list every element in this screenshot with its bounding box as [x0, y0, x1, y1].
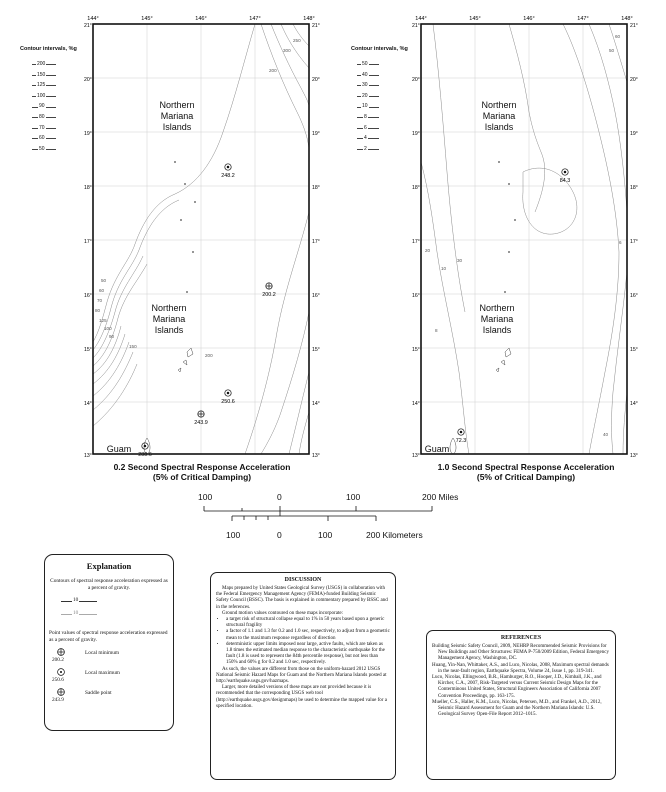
- contour-sample-light: [45, 608, 173, 620]
- scale-bar: [190, 492, 480, 544]
- contour-label: 6: [619, 240, 622, 245]
- guam-label: Guam: [106, 444, 132, 454]
- guam-label: Guam: [424, 444, 450, 454]
- left-contour-list: [20, 59, 82, 154]
- region-label-north: Mariana: [160, 111, 194, 121]
- lat-tick: 16°: [630, 293, 638, 299]
- point-value: 84.3: [559, 178, 571, 184]
- left-map-caption: [92, 462, 312, 482]
- local-minimum-value: 200.2: [52, 657, 64, 664]
- region-label-south: Northern: [479, 303, 515, 313]
- lat-tick: 18°: [412, 185, 420, 191]
- contour-value: 20: [361, 91, 369, 102]
- map-grid: [421, 24, 627, 454]
- scale-km-label: 100: [226, 530, 241, 540]
- local-minimum-label: Local minimum: [85, 650, 119, 657]
- discussion-bullet: • deterministic upper limits imposed near large, active faults, which are taken as 1.8 times the estimated median response to the characteristic earthquake for the fault (1.8 is used to represent the 84th percentile response), but not less than 150% and 60% g for 0.2 and 1.0 sec, respectively.: [226, 642, 390, 667]
- contour-label: 150: [129, 344, 137, 349]
- lat-tick: 17°: [630, 239, 638, 245]
- contour-label: 200: [205, 353, 213, 358]
- saddle-point-value: 243.9: [52, 697, 64, 704]
- lat-tick: 16°: [412, 293, 420, 299]
- point-value: 288.6: [138, 452, 152, 458]
- lon-tick: 146°: [195, 16, 207, 22]
- lat-tick: 15°: [84, 347, 92, 353]
- lat-tick: 17°: [412, 239, 420, 245]
- left-contour-row: [20, 80, 82, 91]
- left-contour-row: [20, 101, 82, 112]
- contour-label: 30: [457, 258, 463, 263]
- region-label-south: Islands: [482, 325, 512, 335]
- local-maximum-value: 250.6: [52, 677, 64, 684]
- local-maximum-label: Local maximum: [85, 670, 120, 677]
- lat-tick: 15°: [312, 347, 320, 353]
- left-contour-row: [20, 123, 82, 134]
- lat-tick: 14°: [84, 401, 92, 407]
- left-caption-line1: 0.2 Second Spectral Response Acceleration: [113, 462, 291, 472]
- lat-tick: 20°: [412, 77, 420, 83]
- lat-tick: 17°: [312, 239, 320, 245]
- legend-local-minimum: [45, 647, 173, 665]
- discussion-list: [216, 617, 390, 667]
- right-map-caption: [418, 462, 634, 482]
- contour-value: 60: [38, 133, 46, 144]
- lon-tick: 147°: [249, 16, 261, 22]
- map-frame: [421, 24, 627, 454]
- contour-lines: [421, 24, 627, 454]
- contour-label: 50: [101, 278, 107, 283]
- right-contour-legend: [351, 46, 413, 154]
- point-symbols: [458, 169, 568, 435]
- local-maximum-icon: [56, 667, 66, 677]
- lat-tick: 21°: [412, 23, 420, 29]
- lat-tick: 13°: [312, 453, 320, 459]
- right-contour-row: [351, 144, 413, 155]
- lon-tick: 145°: [141, 16, 153, 22]
- lat-tick: 16°: [312, 293, 320, 299]
- region-label-north: Northern: [481, 100, 517, 110]
- discussion-bullet: • a target risk of structural collapse equal to 1% in 50 years based upon a generic structural fragility: [226, 617, 390, 629]
- lon-tick: 144°: [87, 16, 99, 22]
- right-caption-line1: 1.0 Second Spectral Response Acceleration: [437, 462, 615, 472]
- scale-miles-label: 200 Miles: [422, 492, 459, 502]
- point-value: 248.2: [221, 173, 235, 179]
- map-grid: [93, 24, 309, 454]
- lat-tick: 14°: [630, 401, 638, 407]
- scale-miles-label: 100: [346, 492, 361, 502]
- lat-tick: 21°: [84, 23, 92, 29]
- lat-tick: 20°: [84, 77, 92, 83]
- contour-label: 80: [95, 308, 101, 313]
- contour-value: 8: [363, 112, 368, 123]
- contour-value: 2: [363, 144, 368, 155]
- contour-sample-value: 10: [73, 597, 79, 604]
- contour-label: 70: [97, 298, 103, 303]
- contour-sample-value: 10: [73, 610, 79, 617]
- contour-label: 50: [609, 48, 615, 53]
- saddle-point-label: Saddle point: [85, 690, 112, 697]
- region-label-south: Mariana: [480, 314, 514, 324]
- lon-tick: 146°: [523, 16, 535, 22]
- right-hazard-map: [413, 12, 651, 464]
- contour-label: 125: [99, 318, 107, 323]
- lat-tick: 19°: [312, 131, 320, 137]
- lat-tick: 18°: [312, 185, 320, 191]
- point-value: 250.6: [221, 399, 235, 405]
- saddle-point-icon: [56, 687, 66, 697]
- lon-tick: 148°: [621, 16, 633, 22]
- contour-value: 50: [38, 144, 46, 155]
- lat-tick: 13°: [412, 453, 420, 459]
- right-contour-row: [351, 91, 413, 102]
- contour-value: 70: [38, 123, 46, 134]
- scale-miles-label: 0: [277, 492, 282, 502]
- point-value: 72.3: [455, 438, 467, 444]
- lon-tick: 144°: [415, 16, 427, 22]
- discussion-paragraph: Maps prepared by United States Geological Survey (USGS) in collaboration with the Federal Emergency Management Agency (FEMA)-funded Building Seismic Safety Council (BSSC). The basis is explained in commentary prepared by BSSC and in the references.: [216, 586, 388, 610]
- lat-tick: 16°: [84, 293, 92, 299]
- lat-tick: 15°: [412, 347, 420, 353]
- right-contour-row: [351, 59, 413, 70]
- contours-text: Contours of spectral response acceleration expressed as a percent of gravity.: [50, 578, 168, 591]
- references-title: REFERENCES: [500, 635, 542, 641]
- explanation-title: Explanation: [86, 561, 132, 571]
- discussion-paragraph: Larger, more detailed versions of these maps are not provided because it is recommended that the corresponding USGS web tool (http://earthquake.usgs.gov/designmaps) be used to determine the mapped value for a specified location.: [216, 685, 387, 709]
- lat-tick: 14°: [412, 401, 420, 407]
- contour-sample-dark: [45, 594, 173, 608]
- right-contour-legend-title: Contour intervals, %g: [351, 46, 408, 52]
- left-contour-row: [20, 112, 82, 123]
- left-contour-row: [20, 133, 82, 144]
- right-caption-line2: (5% of Critical Damping): [476, 472, 576, 482]
- contour-value: 100: [36, 91, 46, 102]
- lat-tick: 17°: [84, 239, 92, 245]
- points-text: Point values of spectral response acceleration expressed as a percent of gravity.: [49, 630, 168, 643]
- local-minimum-icon: [56, 647, 66, 657]
- region-label-south: Islands: [154, 325, 184, 335]
- discussion-title: DISCUSSION: [284, 577, 322, 583]
- contour-label: 10: [441, 266, 447, 271]
- explanation-box: [44, 554, 174, 731]
- scale-km-label: 100: [318, 530, 333, 540]
- left-contour-legend-title: Contour intervals, %g: [20, 46, 77, 52]
- right-contour-list: [351, 59, 413, 154]
- scale-km-label: 200 Kilometers: [366, 530, 423, 540]
- legend-saddle-point: [45, 687, 173, 705]
- left-contour-row: [20, 144, 82, 155]
- lat-tick: 20°: [630, 77, 638, 83]
- lat-tick: 19°: [630, 131, 638, 137]
- contour-value: 125: [36, 80, 46, 91]
- lat-ticks: [84, 23, 320, 459]
- reference-item: Huang, Yin-Nan, Whittaker, A.S., and Luco, Nicolas, 2008, Maximum spectral demands in the near-fault region, Earthquake Spectra, Volume 24, Issue 1, pp. 319-341.: [432, 662, 609, 674]
- left-contour-row: [20, 70, 82, 81]
- contour-label: 90: [109, 334, 115, 339]
- lon-tick: 145°: [469, 16, 481, 22]
- left-contour-legend: [20, 46, 82, 154]
- contour-label: 100: [104, 326, 112, 331]
- reference-item: Luco, Nicolas, Ellingwood, B.R., Hamburger, R.O., Hooper, J.D., Kimball, J.K., and Kircher, C.A., 2007, Risk-Targeted versus Current Seismic Design Maps for the Conterminous United States, Structural Engineers Association of California 2007 Convention Proceedings, pp. 163-175.: [432, 675, 602, 699]
- discussion-paragraph: Ground motion values contoured on these maps incorporate:: [222, 610, 343, 616]
- contour-label: 20: [425, 248, 431, 253]
- lat-tick: 21°: [630, 23, 638, 29]
- right-contour-row: [351, 112, 413, 123]
- region-label-north: Mariana: [482, 111, 516, 121]
- point-value: 243.9: [194, 420, 208, 426]
- contour-value: 150: [36, 70, 46, 81]
- contour-value: 80: [38, 112, 46, 123]
- lat-tick: 18°: [84, 185, 92, 191]
- lon-tick: 147°: [577, 16, 589, 22]
- contour-label: 40: [603, 432, 609, 437]
- references-list: [432, 644, 610, 718]
- discussion-bullet: • a factor of 1.1 and 1.3 for 0.2 and 1.0 sec, respectively, to adjust from a geometric mean to the maximum response regardless of direction: [226, 629, 390, 641]
- left-hazard-map: [85, 12, 323, 464]
- region-label-north: Islands: [484, 122, 514, 132]
- contour-value: 200: [36, 59, 46, 70]
- references-box: [426, 630, 616, 780]
- contour-value: 30: [361, 80, 369, 91]
- contour-value: 50: [361, 59, 369, 70]
- lat-tick: 19°: [84, 131, 92, 137]
- lat-tick: 13°: [630, 453, 638, 459]
- left-caption-line2: (5% of Critical Damping): [152, 472, 252, 482]
- discussion-body: [216, 586, 390, 710]
- contour-label: 8: [435, 328, 438, 333]
- discussion-box: [210, 572, 396, 780]
- lon-tick: 148°: [303, 16, 315, 22]
- lat-tick: 18°: [630, 185, 638, 191]
- contour-label: 60: [99, 288, 105, 293]
- right-contour-row: [351, 80, 413, 91]
- reference-item: Building Seismic Safety Council, 2009, NEHRP Recommended Seismic Provisions for New Buildings and Other Structures: FEMA P-750/2009 Edition, Federal Emergency Management Agency, Washington, DC.: [432, 644, 609, 662]
- left-contour-row: [20, 59, 82, 70]
- scale-bar-graphic: [190, 502, 480, 524]
- left-contour-row: [20, 91, 82, 102]
- scale-miles-label: 100: [198, 492, 213, 502]
- lat-tick: 14°: [312, 401, 320, 407]
- lat-tick: 19°: [412, 131, 420, 137]
- right-contour-row: [351, 123, 413, 134]
- right-contour-row: [351, 101, 413, 112]
- region-label-north: Northern: [159, 100, 195, 110]
- right-contour-row: [351, 133, 413, 144]
- contour-value: 6: [363, 123, 368, 134]
- reference-item: Mueller, C.S., Haller, K.M., Luco, Nicolas, Petersen, M.D., and Frankel, A.D., 2012, Seismic Hazard Assessment for Guam and the Northern Mariana Islands: U.S. Geological Survey Open-File Report 2012–1015.: [432, 699, 602, 718]
- contour-label: 250: [293, 38, 301, 43]
- contour-label: 300: [283, 48, 291, 53]
- lat-tick: 13°: [84, 453, 92, 459]
- region-label-south: Northern: [151, 303, 187, 313]
- lat-tick: 15°: [630, 347, 638, 353]
- region-label-south: Mariana: [152, 314, 186, 324]
- lat-tick: 21°: [312, 23, 320, 29]
- lat-tick: 20°: [312, 77, 320, 83]
- contour-value: 40: [361, 70, 369, 81]
- point-value: 200.2: [262, 292, 276, 298]
- contour-label: 60: [615, 34, 621, 39]
- contour-value: 90: [38, 101, 46, 112]
- discussion-paragraph: As such, the values are different from those on the uniform-hazard 2012 USGS National Seismic Hazard Maps for Guam and the Northern Mariana Islands posted at http://earthquake.usgs.gov/hazmaps.: [216, 666, 387, 685]
- region-label-north: Islands: [162, 122, 192, 132]
- right-contour-row: [351, 70, 413, 81]
- contour-value: 4: [363, 133, 368, 144]
- legend-local-maximum: [45, 667, 173, 685]
- scale-km-label: 0: [277, 530, 282, 540]
- contour-label: 200: [269, 68, 277, 73]
- contour-value: 10: [361, 101, 369, 112]
